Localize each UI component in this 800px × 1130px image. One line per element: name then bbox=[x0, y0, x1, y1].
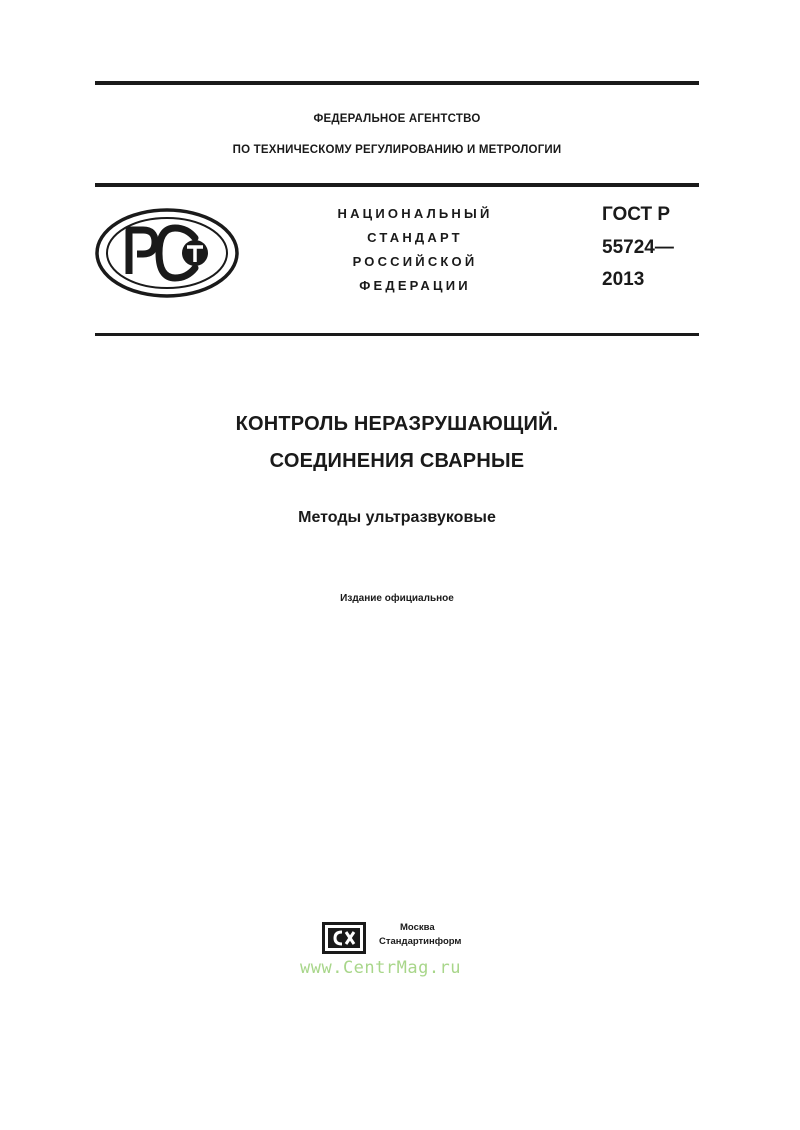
national-line-4: ФЕДЕРАЦИИ bbox=[359, 278, 471, 293]
document-title-line-1: КОНТРОЛЬ НЕРАЗРУШАЮЩИЙ. bbox=[235, 413, 559, 435]
edition-note: Издание официальное bbox=[340, 593, 454, 604]
top-rule bbox=[95, 81, 699, 85]
document-subtitle: Методы ультразвуковые bbox=[298, 509, 496, 526]
watermark: www.CentrMag.ru bbox=[300, 958, 462, 978]
emblem-rule bbox=[95, 333, 699, 336]
publisher-name: Стандартинформ bbox=[379, 936, 462, 947]
national-line-1: НАЦИОНАЛЬНЫЙ bbox=[337, 206, 493, 221]
agency-line-1: ФЕДЕРАЛЬНОЕ АГЕНТСТВО bbox=[313, 113, 481, 125]
standard-code-line-3: 2013 bbox=[602, 269, 645, 290]
standard-code-line-2: 55724— bbox=[602, 237, 674, 258]
national-line-2: СТАНДАРТ bbox=[367, 230, 463, 245]
standartinform-logo-icon bbox=[322, 922, 366, 954]
publisher-city: Москва bbox=[400, 922, 435, 933]
national-line-3: РОССИЙСКОЙ bbox=[352, 254, 478, 269]
document-title-line-2: СОЕДИНЕНИЯ СВАРНЫЕ bbox=[269, 450, 525, 472]
header-rule bbox=[95, 183, 699, 187]
rst-certification-mark-icon bbox=[95, 208, 239, 298]
agency-line-2: ПО ТЕХНИЧЕСКОМУ РЕГУЛИРОВАНИЮ И МЕТРОЛОГИИ bbox=[232, 144, 562, 156]
standard-code-line-1: ГОСТ Р bbox=[602, 204, 671, 225]
